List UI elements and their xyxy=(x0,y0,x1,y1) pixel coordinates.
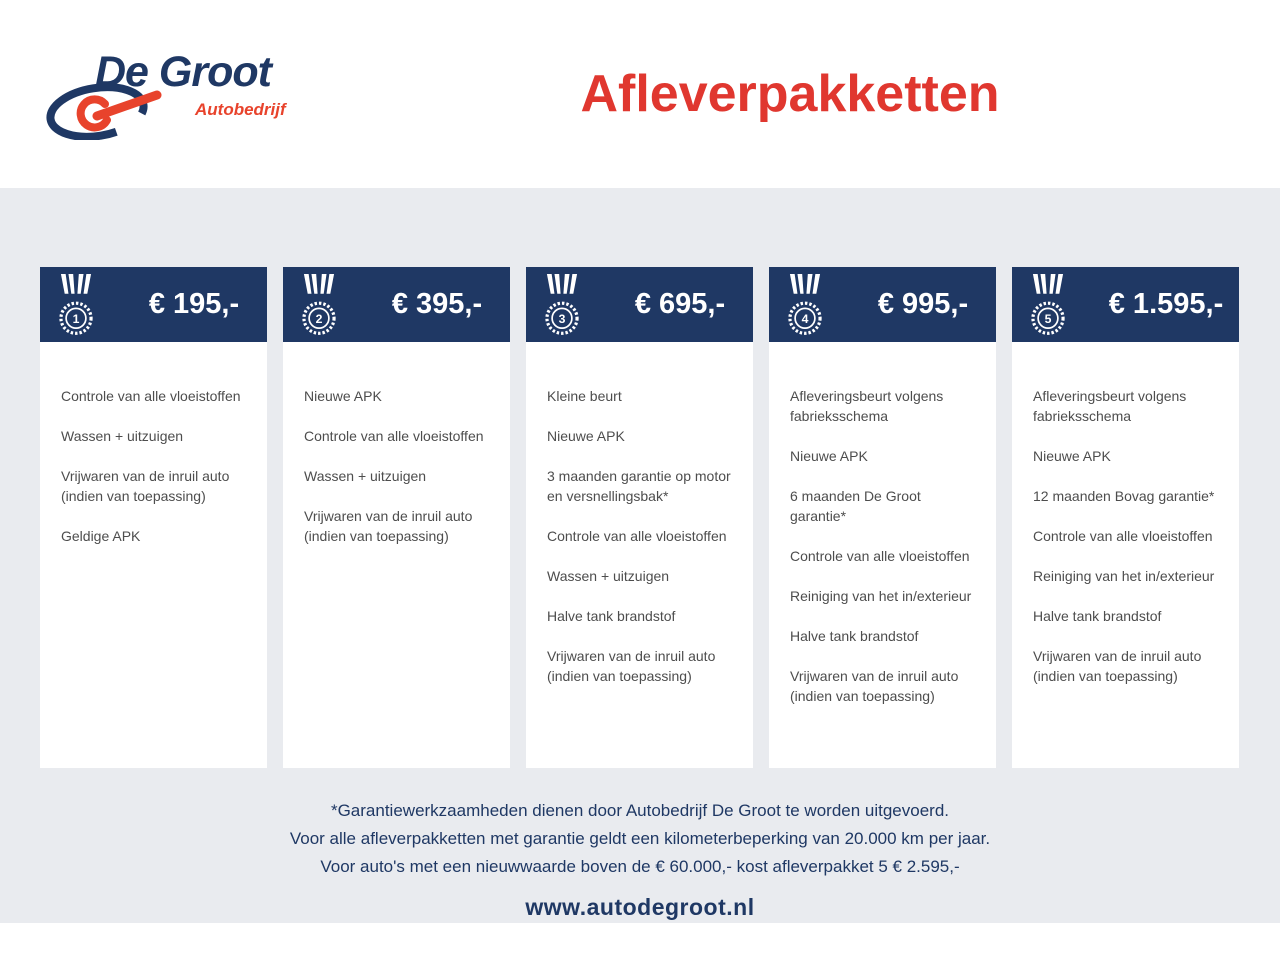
package-5-price: € 1.595,- xyxy=(1108,288,1224,320)
package-card-3 xyxy=(526,267,753,768)
package-card-2 xyxy=(283,267,510,768)
footnote-line: Voor auto's met een nieuwwaarde boven de € 60.000,- kost afleverpakket 5 € 2.595,- xyxy=(320,857,960,876)
footnotes xyxy=(0,797,1280,881)
package-item: Halve tank brandstof xyxy=(1033,608,1162,624)
package-item: Vrijwaren van de inruil auto (indien van toepassing) xyxy=(304,508,473,544)
logo-name: De Groot xyxy=(95,48,271,96)
title-area xyxy=(300,64,1280,124)
medal-4-number: 4 xyxy=(801,311,809,326)
package-item: Controle van alle vloeistoffen xyxy=(1033,528,1213,544)
package-2-price: € 395,- xyxy=(391,288,483,320)
package-3-items xyxy=(526,342,753,768)
package-item: 12 maanden Bovag garantie* xyxy=(1033,488,1215,504)
package-1-header xyxy=(40,267,267,342)
package-item: Vrijwaren van de inruil auto (indien van toepassing) xyxy=(61,468,230,504)
package-item: Wassen + uitzuigen xyxy=(61,428,184,444)
medal-2-number: 2 xyxy=(315,311,323,326)
package-item: Wassen + uitzuigen xyxy=(304,468,427,484)
package-5-header xyxy=(1012,267,1239,342)
package-5-items xyxy=(1012,342,1239,768)
package-item: Kleine beurt xyxy=(547,388,622,404)
package-item: 6 maanden De Groot garantie* xyxy=(790,488,921,524)
medal-5-number: 5 xyxy=(1044,311,1052,326)
package-cards xyxy=(40,267,1239,768)
package-item: Vrijwaren van de inruil auto (indien van toepassing) xyxy=(790,668,959,704)
package-4-price: € 995,- xyxy=(877,288,969,320)
medal-2-icon xyxy=(296,274,342,338)
package-item: Reiniging van het in/exterieur xyxy=(790,588,972,604)
package-item: Controle van alle vloeistoffen xyxy=(61,388,241,404)
package-item: Halve tank brandstof xyxy=(790,628,919,644)
header xyxy=(0,0,1280,188)
package-card-5 xyxy=(1012,267,1239,768)
package-item: Nieuwe APK xyxy=(547,428,625,444)
package-item: Afleveringsbeurt volgens fabrieksschema xyxy=(790,388,944,424)
package-item: Controle van alle vloeistoffen xyxy=(790,548,970,564)
company-logo xyxy=(45,46,300,142)
footnote-line: Voor alle afleverpakketten met garantie geldt een kilometerbeperking van 20.000 km per jaar. xyxy=(289,829,991,848)
medal-3-icon xyxy=(539,274,585,338)
package-item: Vrijwaren van de inruil auto (indien van toepassing) xyxy=(547,648,716,684)
package-4-items xyxy=(769,342,996,768)
medal-1-number: 1 xyxy=(72,311,80,326)
medal-4-icon xyxy=(782,274,828,338)
package-3-header xyxy=(526,267,753,342)
package-4-header xyxy=(769,267,996,342)
package-item: Controle van alle vloeistoffen xyxy=(547,528,727,544)
package-2-header xyxy=(283,267,510,342)
medal-5-icon xyxy=(1025,274,1071,338)
package-item: Afleveringsbeurt volgens fabrieksschema xyxy=(1033,388,1187,424)
package-item: Controle van alle vloeistoffen xyxy=(304,428,484,444)
medal-3-number: 3 xyxy=(558,311,566,326)
page-title: Afleverpakketten xyxy=(580,65,1000,123)
package-2-items xyxy=(283,342,510,768)
package-1-items xyxy=(40,342,267,768)
package-item: Reiniging van het in/exterieur xyxy=(1033,568,1215,584)
package-item: Geldige APK xyxy=(61,528,141,544)
package-card-1 xyxy=(40,267,267,768)
package-item: 3 maanden garantie op motor en versnellingsbak* xyxy=(547,468,731,504)
website-url: www.autodegroot.nl xyxy=(525,894,755,920)
package-1-price: € 195,- xyxy=(148,288,240,320)
package-card-4 xyxy=(769,267,996,768)
package-3-price: € 695,- xyxy=(634,288,726,320)
package-item: Nieuwe APK xyxy=(304,388,382,404)
package-item: Nieuwe APK xyxy=(1033,448,1111,464)
package-item: Wassen + uitzuigen xyxy=(547,568,670,584)
medal-1-icon xyxy=(53,274,99,338)
content-area xyxy=(0,188,1280,923)
package-item: Nieuwe APK xyxy=(790,448,868,464)
bottom-strip xyxy=(0,923,1280,960)
logo-subtitle: Autobedrijf xyxy=(195,100,286,119)
footnote-line: *Garantiewerkzaamheden dienen door Autobedrijf De Groot te worden uitgevoerd. xyxy=(330,801,950,820)
package-item: Halve tank brandstof xyxy=(547,608,676,624)
package-item: Vrijwaren van de inruil auto (indien van toepassing) xyxy=(1033,648,1202,684)
